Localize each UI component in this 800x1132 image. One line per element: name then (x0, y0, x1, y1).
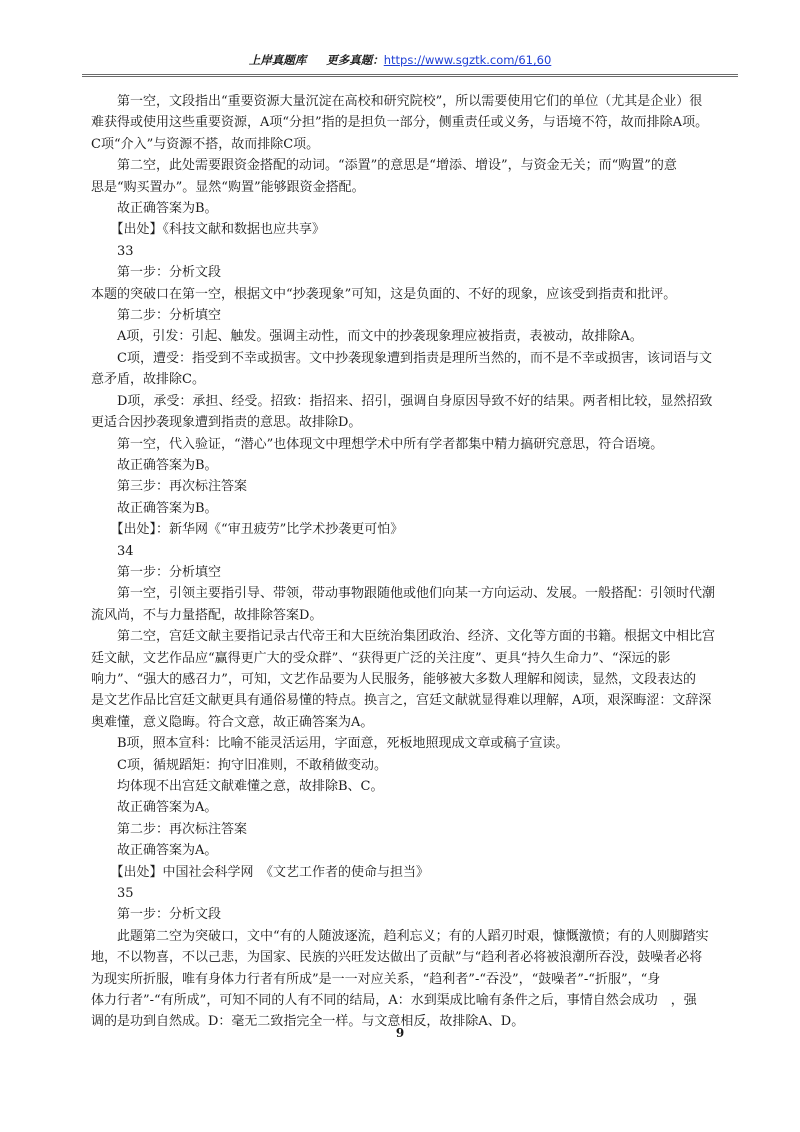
header-url-link[interactable]: https://www.sgztk.com/61,60 (383, 53, 552, 67)
text-line: 难获得或使用这些重要资源，A项“分担”指的是担负一部分，侧重责任或义务，与语境不符，故而排除A项。 (91, 115, 709, 131)
text-line: 34 (91, 543, 134, 559)
text-line: 第二步：分析填空 (91, 308, 222, 324)
text-line: A项，引发：引起、触发。强调主动性，而文中的抄袭现象理应被指责，表被动，故排除A。 (91, 329, 643, 345)
text-line: C项，遭受：指受到不幸或损害。文中抄袭现象遭到指责是理所当然的，而不是不幸或损害，该词语与文 (91, 350, 712, 366)
text-line: 廷文献，文艺作品应“赢得更广大的受众群”、“获得更广泛的关注度”、更具“持久生命力”、“深远的影 (91, 650, 671, 666)
text-line: 第三步：再次标注答案 (91, 479, 248, 495)
text-line: 35 (91, 886, 134, 902)
text-line: 意矛盾，故排除C。 (91, 372, 205, 388)
text-line: C项“介入”与资源不搭，故而排除C项。 (91, 136, 320, 152)
text-line: 本题的突破口在第一空，根据文中“抄袭现象”可知，这是负面的、不好的现象，应该受到指责和批评。 (91, 286, 677, 302)
text-line: 故正确答案为A。 (91, 800, 218, 816)
text-line: 第一步：分析文段 (91, 907, 222, 923)
header-right-label: 更多真题： (326, 53, 384, 67)
text-line: 【出处】《科技文献和数据也应共享》 (91, 222, 326, 238)
text-line: 均体现不出宫廷文献难懂之意，故排除B、C。 (91, 779, 384, 794)
document-body (91, 91, 740, 1033)
text-line: 更适合因抄袭现象遭到指责的意思。故排除D。 (91, 415, 362, 431)
text-line: 体力行者”-“有所成”，可知不同的人有不同的结局，A：水到渠成比喻有条件之后，事情自然会成功 ，强 (91, 993, 697, 1009)
text-line: 第一空，文段指出“重要资源大量沉淀在高校和研究院校”，所以需要使用它们的单位（尤其是企业）很 (91, 94, 703, 109)
text-line: 第一步：分析填空 (91, 564, 222, 580)
text-line: 第一空，代入验证，“潜心”也体现文中理想学术中所有学者都集中精力搞研究意思，符合语境。 (91, 436, 664, 452)
text-line: 33 (91, 243, 134, 259)
text-line: 为现实所折服，唯有身体力行者有所成”是一一对应关系，“趋利者”-“吞没”，“鼓噪者”-“折服”，“身 (91, 971, 661, 987)
text-line: 故正确答案为B。 (91, 457, 218, 473)
text-line: 思是“购买置办”。显然“购置”能够跟资金搭配。 (91, 179, 365, 195)
text-line: 第二空，此处需要跟资金搭配的动词。“添置”的意思是“增添、增设”，与资金无关；而“购置”的意 (91, 158, 677, 174)
text-line: B项，照本宣科：比喻不能灵活运用，字面意，死板地照现成文章或稿子宣读。 (91, 736, 569, 752)
text-line: 此题第二空为突破口，文中“有的人随波逐流，趋利忘义；有的人蹈刃时艰，慷慨激愤；有的人则脚踏实 (91, 928, 709, 944)
text-line: D项，承受：承担、经受。招致：指招来、招引，强调自身原因导致不好的结果。两者相比较，显然招致 (91, 393, 713, 409)
text-line: 故正确答案为B。 (91, 500, 218, 516)
header-left-label: 上岸真题库 (248, 53, 307, 67)
text-line: 第一空，引领主要指引导、带领，带动事物跟随他或他们向某一方向运动、发展。一般搭配：引领时代潮 (91, 586, 716, 602)
text-line: 第二空，宫廷文献主要指记录古代帝王和大臣统治集团政治、经济、文化等方面的书籍。根据文中相比宫 (91, 629, 716, 645)
text-line: 第二步：再次标注答案 (91, 821, 248, 837)
text-line: 【出处】中国社会科学网 《文艺工作者的使命与担当》 (91, 864, 430, 880)
header-divider (82, 74, 738, 77)
text-line: 响力”、“强大的感召力”，可知，文艺作品要为人民服务，能够被大多数人理解和阅读，显然，文段表达的 (91, 671, 696, 687)
text-line: 奥难懂，意义隐晦。符合文意，故正确答案为A。 (91, 714, 374, 730)
page-header (0, 52, 800, 68)
text-line: 故正确答案为A。 (91, 843, 218, 859)
text-line: C项，循规蹈矩：拘守旧准则，不敢稍做变动。 (91, 757, 387, 773)
page-number: 9 (395, 1026, 405, 1040)
text-line: 流风尚，不与力量搭配，故排除答案D。 (91, 607, 323, 623)
text-line: 第一步：分析文段 (91, 265, 222, 281)
text-line: 【出处】：新华网《“审丑疲劳”比学术抄袭更可怕》 (91, 522, 404, 538)
text-line: 是文艺作品比宫廷文献更具有通俗易懂的特点。换言之，宫廷文献就显得难以理解，A项，艰深晦涩：文辞深 (91, 693, 712, 709)
text-line: 地，不以物喜，不以己悲，为国家、民族的兴旺发达做出了贡献”与“趋利者必将被浪潮所吞没，鼓噪者必将 (91, 950, 703, 966)
text-line: 故正确答案为B。 (91, 201, 218, 217)
text-line: 调的是功到自然成。D：毫无二致指完全一样。与文意相反，故排除A、D。 (91, 1014, 525, 1030)
